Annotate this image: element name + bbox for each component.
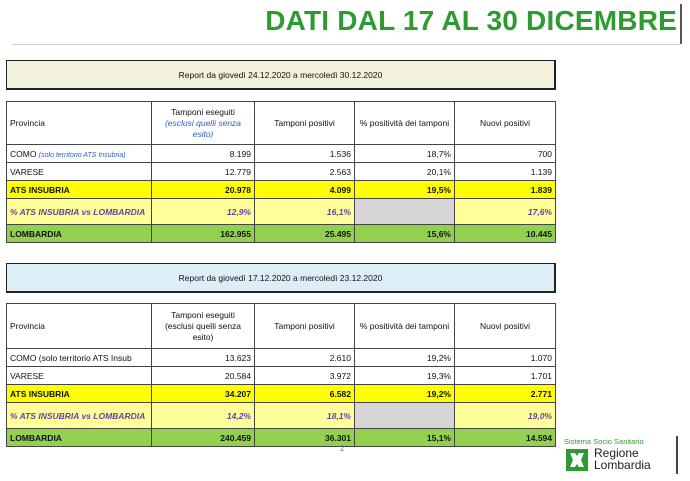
col-provincia: Provincia [7, 304, 152, 349]
regione-lombardia-logo-icon [566, 449, 588, 471]
cell-perc: 19,2% [355, 349, 455, 367]
cell-perc-empty [355, 199, 455, 225]
cell-positivi: 4.099 [255, 181, 355, 199]
col-nuovi-positivi: Nuovi positivi [455, 102, 556, 145]
table-row-como [7, 145, 556, 163]
table-row-pct-vs-lombardia [7, 403, 556, 429]
title-divider-vertical [680, 4, 682, 44]
report2-table [6, 303, 556, 447]
cell-positivi: 36.301 [255, 429, 355, 447]
logo-divider [676, 436, 678, 474]
page-number: 2 [340, 444, 345, 453]
cell-positivi: 6.582 [255, 385, 355, 403]
cell-tamponi: 13.623 [152, 349, 255, 367]
row-label: LOMBARDIA [7, 429, 152, 447]
cell-tamponi: 162.955 [152, 225, 255, 243]
cell-perc: 19,3% [355, 367, 455, 385]
title-divider-horizontal [12, 44, 680, 45]
cell-perc: 19,2% [355, 385, 455, 403]
cell-perc: 18,7% [355, 145, 455, 163]
cell-positivi: 18,1% [255, 403, 355, 429]
col-nuovi-positivi: Nuovi positivi [455, 304, 556, 349]
cell-perc: 15,6% [355, 225, 455, 243]
table-header-row [7, 102, 556, 145]
table-row-como [7, 349, 556, 367]
table-row-pct-vs-lombardia [7, 199, 556, 225]
cell-positivi: 2.610 [255, 349, 355, 367]
col-provincia: Provincia [7, 102, 152, 145]
cell-nuovi: 14.594 [455, 429, 556, 447]
cell-nuovi: 1.139 [455, 163, 556, 181]
table-row-varese [7, 163, 556, 181]
row-label: ATS INSUBRIA [7, 181, 152, 199]
table-row-varese [7, 367, 556, 385]
cell-positivi: 25.495 [255, 225, 355, 243]
cell-nuovi: 700 [455, 145, 556, 163]
row-label: COMO (solo territorio ATS Insub [7, 349, 152, 367]
table-header-row [7, 304, 556, 349]
row-label: % ATS INSUBRIA vs LOMBARDIA [7, 199, 152, 225]
row-label: ATS INSUBRIA [7, 385, 152, 403]
cell-tamponi: 34.207 [152, 385, 255, 403]
cell-tamponi: 14,2% [152, 403, 255, 429]
cell-perc-empty [355, 403, 455, 429]
col-tamponi-eseguiti: Tamponi eseguiti (esclusi quelli senza esito) [152, 102, 255, 145]
cell-nuovi: 10.445 [455, 225, 556, 243]
cell-positivi: 1.536 [255, 145, 355, 163]
cell-positivi: 3.972 [255, 367, 355, 385]
sistema-socio-sanitario-label: Sistema Socio Sanitario [564, 437, 644, 446]
cell-tamponi: 20.978 [152, 181, 255, 199]
row-label: LOMBARDIA [7, 225, 152, 243]
report1-table [6, 101, 556, 243]
cell-perc: 19,5% [355, 181, 455, 199]
cell-nuovi: 2.771 [455, 385, 556, 403]
cell-perc: 20,1% [355, 163, 455, 181]
cell-tamponi: 12,9% [152, 199, 255, 225]
cell-nuovi: 1.701 [455, 367, 556, 385]
cell-positivi: 2.563 [255, 163, 355, 181]
cell-positivi: 16,1% [255, 199, 355, 225]
report2-header: Report da giovedì 17.12.2020 a mercoledì 23.12.2020 [6, 263, 556, 293]
cell-tamponi: 240.459 [152, 429, 255, 447]
cell-tamponi: 12.779 [152, 163, 255, 181]
cell-nuovi: 17,6% [455, 199, 556, 225]
cell-nuovi: 1.070 [455, 349, 556, 367]
slide-title: DATI DAL 17 AL 30 DICEMBRE [265, 5, 677, 36]
table-row-lombardia [7, 429, 556, 447]
col-tamponi-positivi: Tamponi positivi [255, 102, 355, 145]
row-label: VARESE [7, 163, 152, 181]
cell-nuovi: 19,0% [455, 403, 556, 429]
cell-tamponi: 20.584 [152, 367, 255, 385]
row-label: % ATS INSUBRIA vs LOMBARDIA [7, 403, 152, 429]
report1-header: Report da giovedì 24.12.2020 a mercoledì 30.12.2020 [6, 60, 556, 90]
row-label: COMO (solo territorio ATS Insubria) [7, 145, 152, 163]
table-row-ats-insubria [7, 181, 556, 199]
row-label: VARESE [7, 367, 152, 385]
col-perc-positivita: % positività dei tamponi [355, 304, 455, 349]
table-row-lombardia [7, 225, 556, 243]
regione-lombardia-logo-text: Regione Lombardia [594, 446, 651, 472]
cell-tamponi: 8.199 [152, 145, 255, 163]
cell-perc: 15,1% [355, 429, 455, 447]
col-perc-positivita: % positività dei tamponi [355, 102, 455, 145]
table-row-ats-insubria [7, 385, 556, 403]
col-tamponi-eseguiti: Tamponi eseguiti (esclusi quelli senza esito) [152, 304, 255, 349]
col-tamponi-positivi: Tamponi positivi [255, 304, 355, 349]
cell-nuovi: 1.839 [455, 181, 556, 199]
